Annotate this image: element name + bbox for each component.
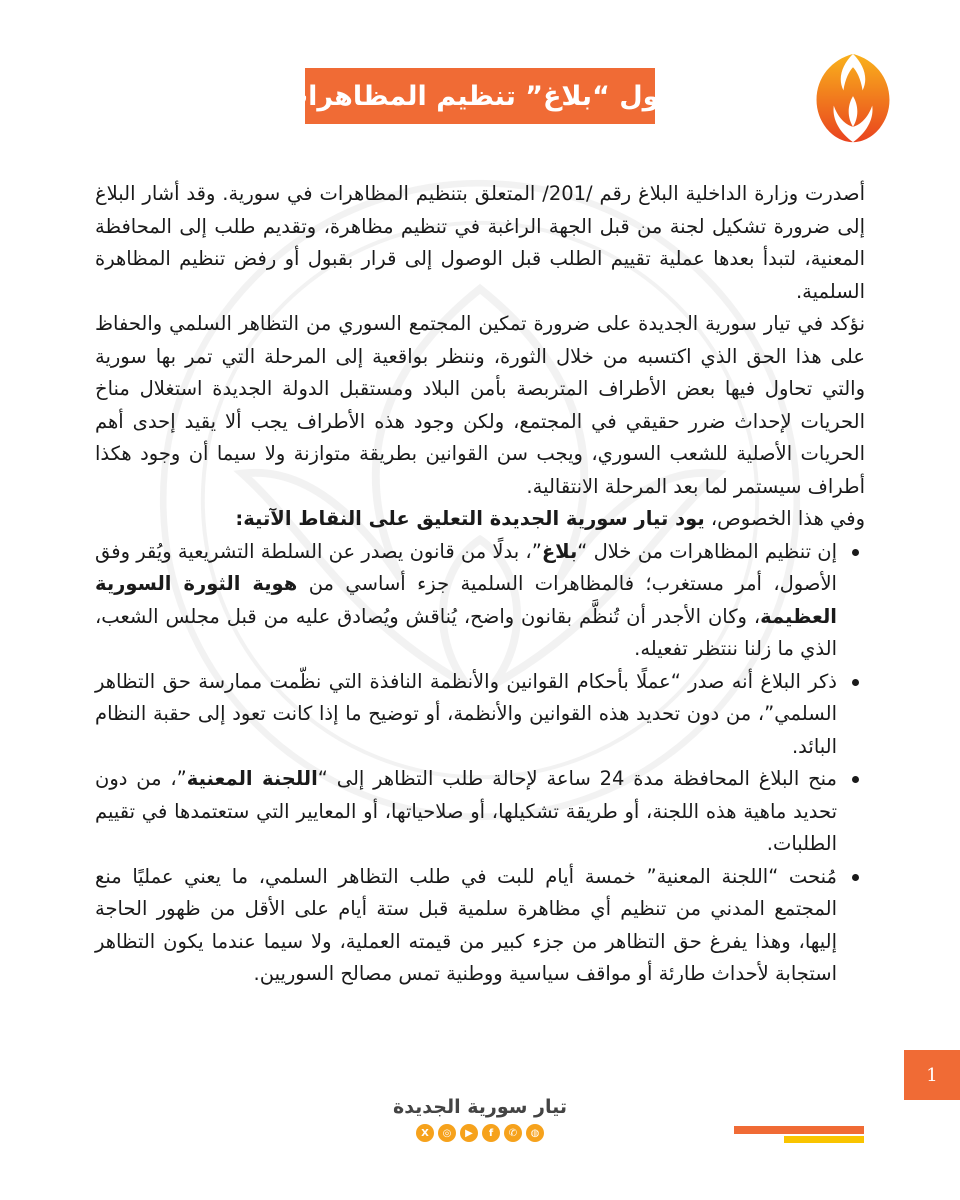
paragraph-intro: أصدرت وزارة الداخلية البلاغ رقم /201/ المتعلق بتنظيم المظاهرات في سورية. وقد أشار البلاغ إلى ضرورة تشكيل لجنة من قبل الجهة الراغبة في تنظيم مظاهرة، وتقديم طلب إلى المحافظة المعنية، لتبدأ بعدها عملية تقييم الطلب قبل الوصول إلى قرار بقبول أو رفض تنظيم المظاهرة السلمية. [95, 182, 865, 303]
statement-body [95, 178, 865, 991]
list-item: ذكر البلاغ أنه صدر “عملًا بأحكام القوانين والأنظمة النافذة التي نظّمت ممارسة حق التظاهر السلمي”، من دون تحديد هذه القوانين والأنظمة، أو توضيح ما إذا كانت تعود إلى حقبة النظام البائد. [95, 666, 837, 764]
paragraph-position: نؤكد في تيار سورية الجديدة على ضرورة تمكين المجتمع السوري من التظاهر السلمي والحفاظ على هذا الحق الذي اكتسبه من خلال الثورة، وننظر بواقعية إلى المرحلة التي تمر بها سورية والتي تحاول فيها بعض الأطراف المتربصة بأمن البلاد ومستقبل الدولة الجديدة استغلال مناخ الحريات لإحداث ضرر حقيقي في المجتمع، ولكن وجود هذه الأطراف يجب ألا يقيد إحدى أهم الحريات الأصلية للشعب السوري، ويجب سن القوانين بطريقة متوازنة ولا سيما أن وجود هكذا أطراف سيستمر لما بعد المرحلة الانتقالية. [95, 312, 865, 498]
list-item [95, 763, 837, 861]
youtube-icon[interactable]: ▶ [460, 1124, 478, 1142]
title-banner [280, 68, 680, 124]
lead-in-bold: يود تيار سورية الجديدة التعليق على النقاط الآتية: [235, 507, 705, 530]
paragraph-lead-in [95, 503, 865, 536]
x-icon[interactable]: X [416, 1124, 434, 1142]
decor-bar-yellow [784, 1136, 864, 1143]
lead-in-text: وفي هذا الخصوص، [704, 507, 865, 530]
globe-icon[interactable]: ◍ [526, 1124, 544, 1142]
footer-org-name: تيار سورية الجديدة [392, 1096, 568, 1118]
point1-text-a: إن تنظيم المظاهرات من خلال “ [577, 539, 837, 563]
point1-bold-a: بلاغ [541, 539, 578, 563]
point3-text-a: منح البلاغ المحافظة مدة 24 ساعة لإحالة طلب التظاهر إلى “ [317, 767, 837, 790]
point1-bold-b: هوية الثورة السورية العظيمة [95, 572, 837, 628]
facebook-icon[interactable]: f [482, 1124, 500, 1142]
page-title: حول “بلاغ” تنظيم المظاهرات [280, 80, 680, 112]
points-list [95, 536, 865, 991]
decor-bar-orange [734, 1126, 864, 1134]
page-number: 1 [926, 1064, 938, 1086]
point3-text-b: ”، من دون تحديد ماهية هذه اللجنة، أو طريقة تشكيلها، أو صلاحياتها، أو المعايير التي ستعتمدها في تقييم الطلبات. [95, 767, 837, 855]
point1-text-c: ، وكان الأجدر أن تُنظَّم بقانون واضح، يُناقش ويُصادق عليه من قبل مجلس الشعب، الذي ما زلنا ننتظر تفعيله. [95, 604, 837, 660]
point1-text-b: ”، بدلًا من قانون يصدر عن السلطة التشريعية ويُقر وفق الأصول، أمر مستغرب؛ فالمظاهرات السلمية جزء أساسي من [95, 539, 837, 595]
list-item: مُنحت “اللجنة المعنية” خمسة أيام للبت في طلب التظاهر السلمي، ما يعني عمليًا منع المجتمع المدني من تنظيم أي مظاهرة سلمية قبل ستة أيام على الأقل من ظهور الحاجة إليها، وهذا يفرغ حق التظاهر من جزء كبير من قيمته العملية، ولا سيما عندما يكون التظاهر استجابة لأحداث طارئة أو مواقف سياسية ووطنية تمس مصالح السوريين. [95, 861, 837, 991]
list-item [95, 536, 837, 666]
whatsapp-icon[interactable]: ✆ [504, 1124, 522, 1142]
point3-bold: اللجنة المعنية [186, 767, 318, 790]
instagram-icon[interactable]: ◎ [438, 1124, 456, 1142]
page-number-badge [904, 1050, 960, 1100]
social-links [410, 1124, 550, 1144]
phoenix-logo [805, 50, 901, 146]
